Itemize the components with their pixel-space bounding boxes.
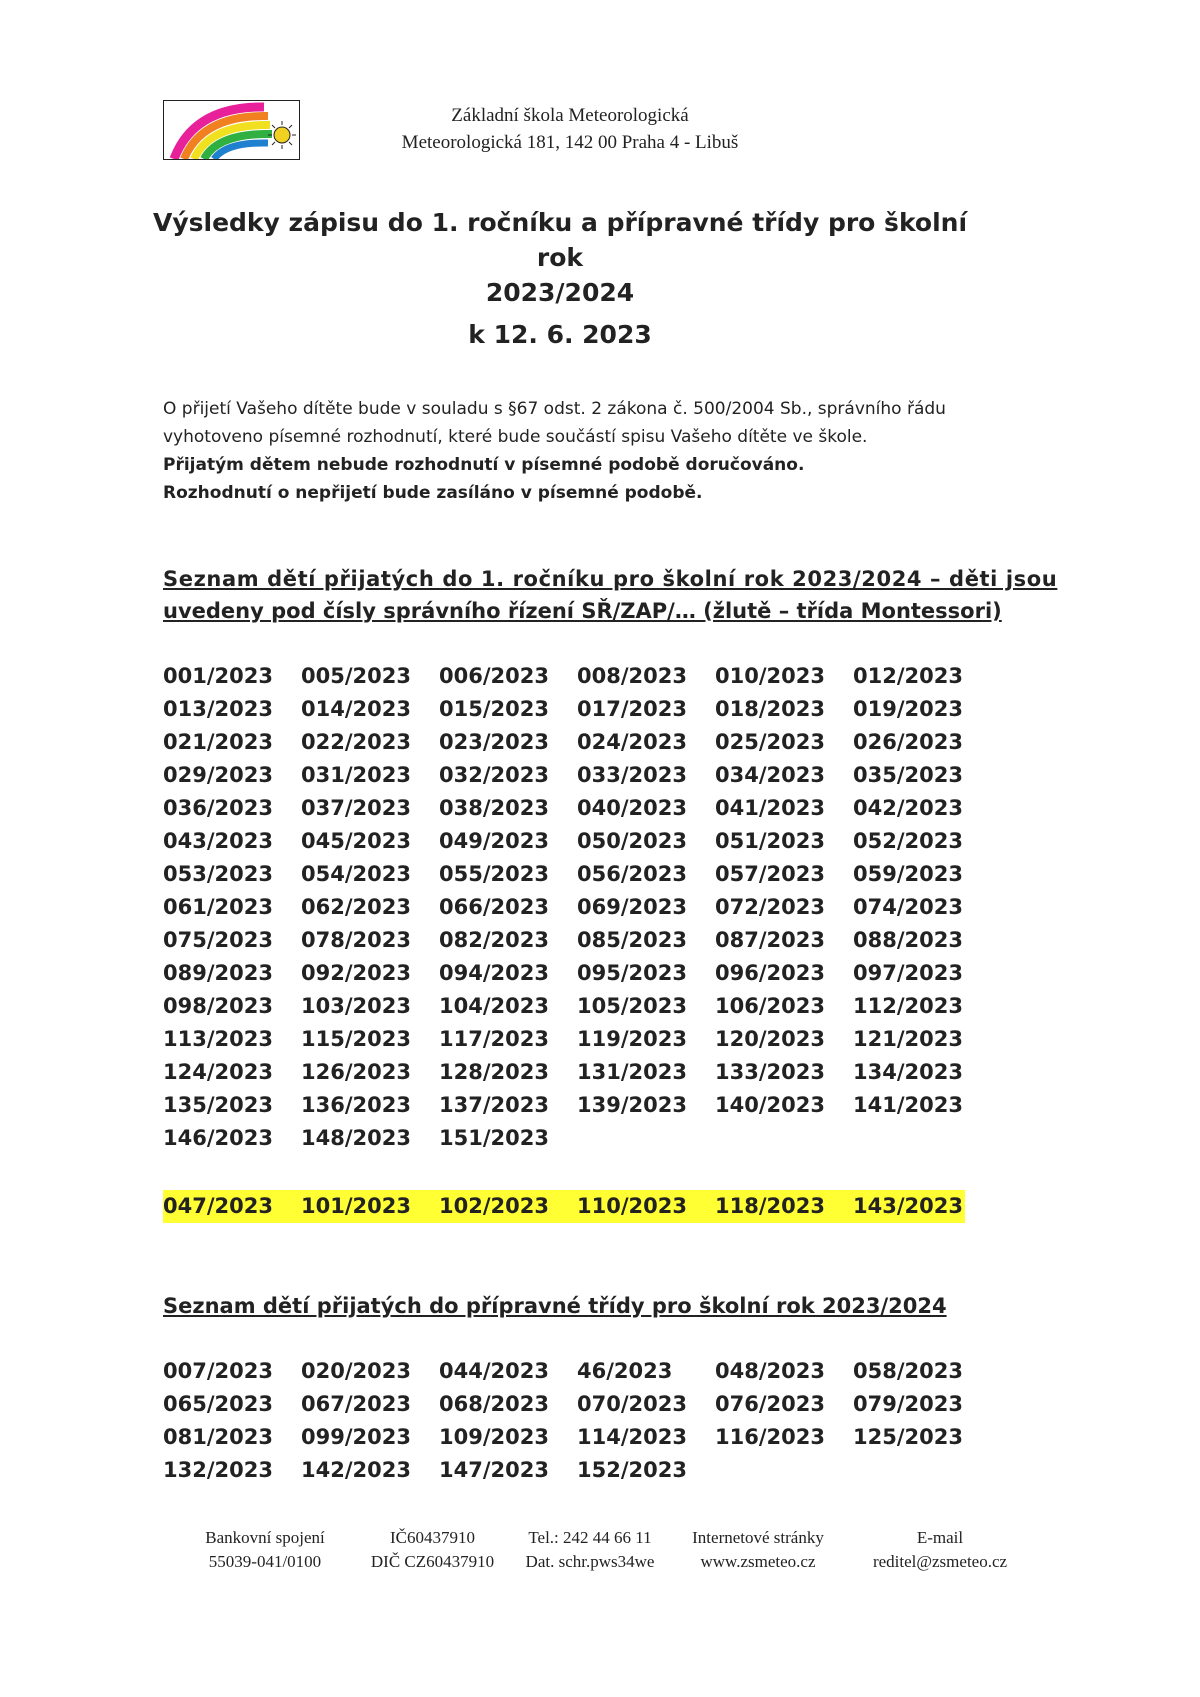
registration-number: 035/2023 xyxy=(853,763,963,787)
registration-number: 103/2023 xyxy=(301,994,411,1018)
rainbow-sun-logo-icon xyxy=(164,101,300,160)
registration-number: 065/2023 xyxy=(163,1392,273,1416)
registration-number: 042/2023 xyxy=(853,796,963,820)
registration-number: 101/2023 xyxy=(301,1194,411,1218)
registration-number: 057/2023 xyxy=(715,862,825,886)
registration-number: 106/2023 xyxy=(715,994,825,1018)
registration-number: 116/2023 xyxy=(715,1425,825,1449)
registration-number: 115/2023 xyxy=(301,1027,411,1051)
registration-number: 089/2023 xyxy=(163,961,273,985)
registration-number: 023/2023 xyxy=(439,730,549,754)
registration-number: 126/2023 xyxy=(301,1060,411,1084)
registration-number: 021/2023 xyxy=(163,730,273,754)
registration-number: 047/2023 xyxy=(163,1194,273,1218)
intro-line-4: Rozhodnutí o nepřijetí bude zasíláno v písemné podobě. xyxy=(163,483,703,503)
registration-number: 092/2023 xyxy=(301,961,411,985)
school-address: Meteorologická 181, 142 00 Praha 4 - Libuš xyxy=(401,132,739,153)
registration-number: 134/2023 xyxy=(853,1060,963,1084)
registration-number: 033/2023 xyxy=(577,763,687,787)
registration-number: 097/2023 xyxy=(853,961,963,985)
registration-number: 048/2023 xyxy=(715,1359,825,1383)
registration-number: 014/2023 xyxy=(301,697,411,721)
registration-number: 099/2023 xyxy=(301,1425,411,1449)
registration-number: 037/2023 xyxy=(301,796,411,820)
registration-number: 025/2023 xyxy=(715,730,825,754)
registration-number: 098/2023 xyxy=(163,994,273,1018)
registration-number: 114/2023 xyxy=(577,1425,687,1449)
registration-number: 058/2023 xyxy=(853,1359,963,1383)
registration-number: 082/2023 xyxy=(439,928,549,952)
registration-number: 119/2023 xyxy=(577,1027,687,1051)
registration-number: 069/2023 xyxy=(577,895,687,919)
section-1-heading-line-2: uvedeny pod čísly správního řízení SŘ/ZAP/… (žlutě – třída Montessori) xyxy=(163,599,1002,623)
registration-number: 001/2023 xyxy=(163,664,273,688)
intro-line-1: O přijetí Vašeho dítěte bude v souladu s §67 odst. 2 zákona č. 500/2004 Sb., správního řádu xyxy=(163,399,946,419)
registration-number: 135/2023 xyxy=(163,1093,273,1117)
registration-number: 062/2023 xyxy=(301,895,411,919)
registration-number: 041/2023 xyxy=(715,796,825,820)
registration-number: 148/2023 xyxy=(301,1126,411,1150)
section-2-number-list xyxy=(163,1355,991,1487)
registration-number: 049/2023 xyxy=(439,829,549,853)
registration-number: 059/2023 xyxy=(853,862,963,886)
registration-number: 139/2023 xyxy=(577,1093,687,1117)
registration-number: 109/2023 xyxy=(439,1425,549,1449)
registration-number: 088/2023 xyxy=(853,928,963,952)
title-line-1: Výsledky zápisu do 1. ročníku a přípravné třídy pro školní rok xyxy=(152,208,968,272)
registration-number: 121/2023 xyxy=(853,1027,963,1051)
registration-number: 010/2023 xyxy=(715,664,825,688)
registration-number: 151/2023 xyxy=(439,1126,549,1150)
footer-ids xyxy=(365,1526,500,1574)
footer-contact xyxy=(515,1526,665,1574)
registration-number: 050/2023 xyxy=(577,829,687,853)
registration-number: 074/2023 xyxy=(853,895,963,919)
registration-number: 007/2023 xyxy=(163,1359,273,1383)
registration-number: 026/2023 xyxy=(853,730,963,754)
registration-number: 112/2023 xyxy=(853,994,963,1018)
registration-number: 015/2023 xyxy=(439,697,549,721)
registration-number: 032/2023 xyxy=(439,763,549,787)
footer-ico: IČ60437910 xyxy=(390,1528,475,1547)
registration-number: 117/2023 xyxy=(439,1027,549,1051)
registration-number: 104/2023 xyxy=(439,994,549,1018)
document-date: k 12. 6. 2023 xyxy=(468,320,652,349)
footer-web-url[interactable]: www.zsmeteo.cz xyxy=(700,1552,816,1571)
footer-dic: DIČ CZ60437910 xyxy=(370,1552,495,1571)
registration-number: 055/2023 xyxy=(439,862,549,886)
registration-number: 044/2023 xyxy=(439,1359,549,1383)
registration-number: 118/2023 xyxy=(715,1194,825,1218)
registration-number: 075/2023 xyxy=(163,928,273,952)
registration-number: 128/2023 xyxy=(439,1060,549,1084)
registration-number: 005/2023 xyxy=(301,664,411,688)
registration-number: 078/2023 xyxy=(301,928,411,952)
school-logo xyxy=(163,100,300,160)
section-2-heading: Seznam dětí přijatých do přípravné třídy pro školní rok 2023/2024 xyxy=(163,1294,947,1318)
registration-number: 133/2023 xyxy=(715,1060,825,1084)
footer-web-label: Internetové stránky xyxy=(692,1528,824,1547)
footer-web xyxy=(678,1526,838,1574)
registration-number: 054/2023 xyxy=(301,862,411,886)
registration-number: 038/2023 xyxy=(439,796,549,820)
registration-number: 46/2023 xyxy=(577,1359,673,1383)
registration-number: 067/2023 xyxy=(301,1392,411,1416)
section-1-heading xyxy=(163,563,1063,627)
title-line-2: 2023/2024 xyxy=(485,278,635,307)
registration-number: 068/2023 xyxy=(439,1392,549,1416)
registration-number: 034/2023 xyxy=(715,763,825,787)
registration-number: 043/2023 xyxy=(163,829,273,853)
registration-number: 017/2023 xyxy=(577,697,687,721)
registration-number: 110/2023 xyxy=(577,1194,687,1218)
registration-number: 152/2023 xyxy=(577,1458,687,1482)
registration-number: 085/2023 xyxy=(577,928,687,952)
intro-paragraph xyxy=(163,395,1063,507)
footer-email xyxy=(855,1526,1025,1574)
registration-number: 052/2023 xyxy=(853,829,963,853)
montessori-number-list xyxy=(163,1190,965,1223)
registration-number: 076/2023 xyxy=(715,1392,825,1416)
registration-number: 061/2023 xyxy=(163,895,273,919)
registration-number: 143/2023 xyxy=(853,1194,963,1218)
footer-email-label: E-mail xyxy=(916,1528,964,1547)
section-1-heading-line-1: Seznam dětí přijatých do 1. ročníku pro školní rok 2023/2024 – děti jsou xyxy=(163,567,1058,591)
registration-number: 081/2023 xyxy=(163,1425,273,1449)
registration-number: 105/2023 xyxy=(577,994,687,1018)
registration-number: 022/2023 xyxy=(301,730,411,754)
registration-number: 018/2023 xyxy=(715,697,825,721)
registration-number: 147/2023 xyxy=(439,1458,549,1482)
document-title xyxy=(150,205,970,310)
footer-bank-account: 55039-041/0100 xyxy=(208,1552,322,1571)
footer-email-address[interactable]: reditel@zsmeteo.cz xyxy=(872,1552,1008,1571)
footer-bank xyxy=(190,1526,340,1574)
registration-number: 053/2023 xyxy=(163,862,273,886)
registration-number: 131/2023 xyxy=(577,1060,687,1084)
registration-number: 095/2023 xyxy=(577,961,687,985)
registration-number: 136/2023 xyxy=(301,1093,411,1117)
registration-number: 045/2023 xyxy=(301,829,411,853)
registration-number: 141/2023 xyxy=(853,1093,963,1117)
registration-number: 029/2023 xyxy=(163,763,273,787)
registration-number: 146/2023 xyxy=(163,1126,273,1150)
intro-line-2: vyhotoveno písemné rozhodnutí, které bude součástí spisu Vašeho dítěte ve škole. xyxy=(163,427,868,447)
registration-number: 040/2023 xyxy=(577,796,687,820)
registration-number: 036/2023 xyxy=(163,796,273,820)
registration-number: 070/2023 xyxy=(577,1392,687,1416)
registration-number: 125/2023 xyxy=(853,1425,963,1449)
registration-number: 132/2023 xyxy=(163,1458,273,1482)
registration-number: 113/2023 xyxy=(163,1027,273,1051)
school-header xyxy=(330,102,810,156)
section-1-number-list xyxy=(163,660,991,1155)
school-name: Základní škola Meteorologická xyxy=(451,105,689,126)
registration-number: 140/2023 xyxy=(715,1093,825,1117)
registration-number: 120/2023 xyxy=(715,1027,825,1051)
registration-number: 006/2023 xyxy=(439,664,549,688)
registration-number: 096/2023 xyxy=(715,961,825,985)
registration-number: 031/2023 xyxy=(301,763,411,787)
registration-number: 079/2023 xyxy=(853,1392,963,1416)
registration-number: 124/2023 xyxy=(163,1060,273,1084)
registration-number: 137/2023 xyxy=(439,1093,549,1117)
registration-number: 019/2023 xyxy=(853,697,963,721)
footer-bank-label: Bankovní spojení xyxy=(205,1528,325,1547)
registration-number: 013/2023 xyxy=(163,697,273,721)
registration-number: 024/2023 xyxy=(577,730,687,754)
intro-line-3: Přijatým dětem nebude rozhodnutí v písemné podobě doručováno. xyxy=(163,455,805,475)
footer-phone: Tel.: 242 44 66 11 xyxy=(528,1528,652,1547)
registration-number: 056/2023 xyxy=(577,862,687,886)
registration-number: 008/2023 xyxy=(577,664,687,688)
registration-number: 066/2023 xyxy=(439,895,549,919)
registration-number: 051/2023 xyxy=(715,829,825,853)
registration-number: 102/2023 xyxy=(439,1194,549,1218)
footer-databox: Dat. schr.pws34we xyxy=(525,1552,655,1571)
registration-number: 072/2023 xyxy=(715,895,825,919)
registration-number: 087/2023 xyxy=(715,928,825,952)
registration-number: 012/2023 xyxy=(853,664,963,688)
registration-number: 020/2023 xyxy=(301,1359,411,1383)
registration-number: 094/2023 xyxy=(439,961,549,985)
registration-number: 142/2023 xyxy=(301,1458,411,1482)
